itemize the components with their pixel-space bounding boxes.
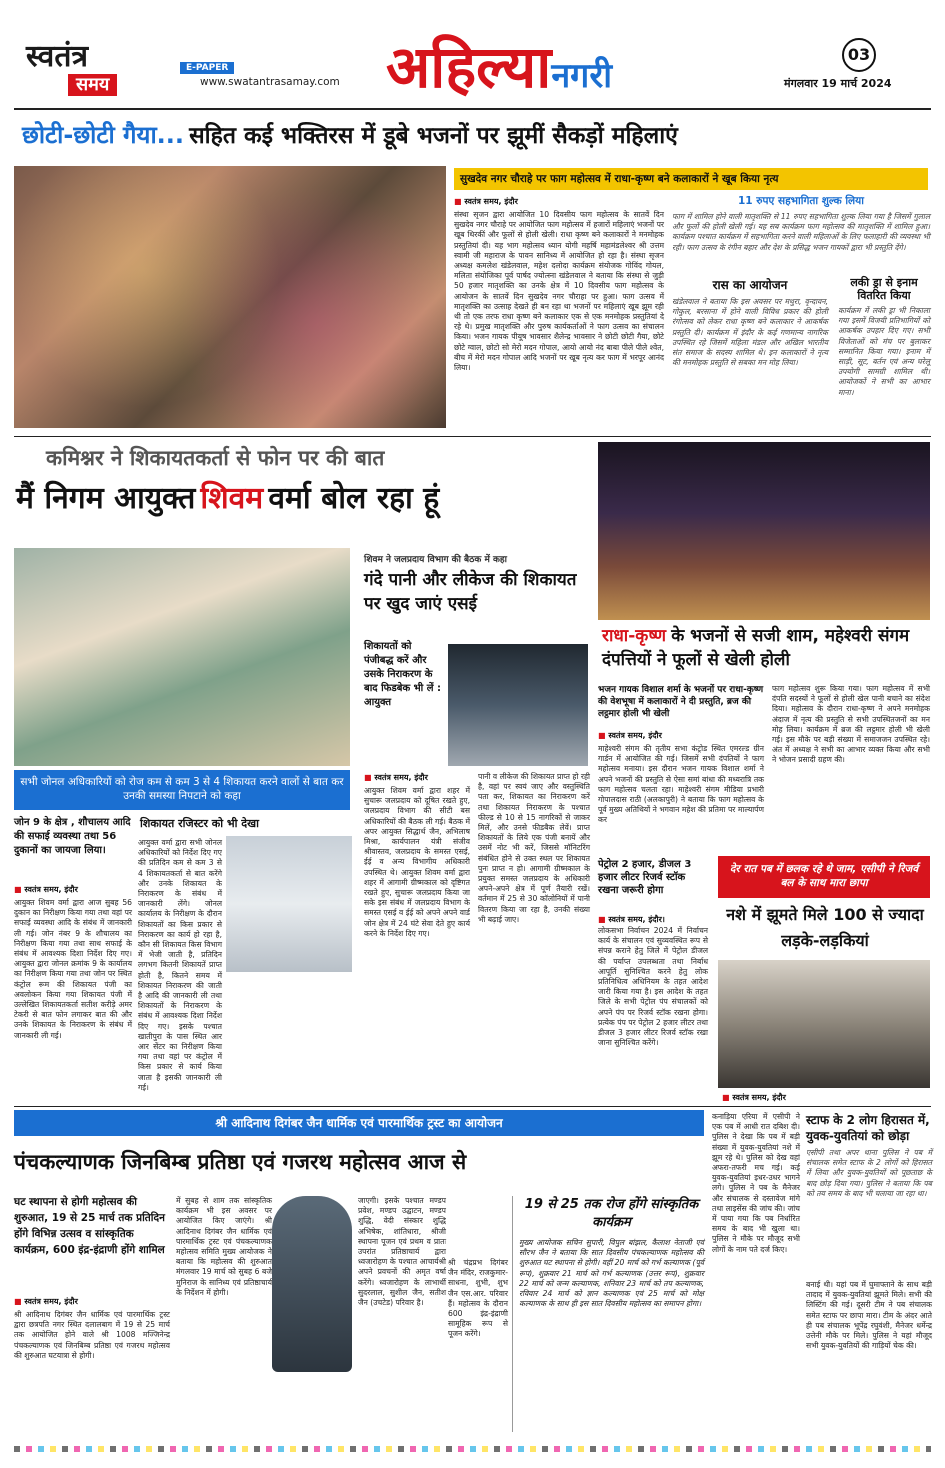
story1-photo <box>14 166 446 428</box>
story2-blue-caption: सभी जोनल अधिकारियों को रोज कम से कम 3 से 4 शिकायत करने वालों से बात कर उनकी समस्या निपटाने को कहा <box>14 770 350 810</box>
story5-kicker: देर रात पब में छलक रहे थे जाम, एसीपी ने रिजर्व बल के साथ मारा छापा <box>718 856 930 898</box>
story2-col3: आयुक्त शिवम वर्मा द्वारा शहर में सुचारू जलप्रदाय को दूषित रखते हुए, जलप्रदाय विभाग की सीटी बस अधिकारियों की बैठक ली गई। बैठक में अपर आयुक्त सिद्धार्थ जैन, अभिलाष मिश्रा, कार्यपालन यंत्री संजीव श्रीवास्तव, जलप्रदाय के समस्त एसई, ईई व अन्य विभागीय अधिकारी उपस्थित थे। आयुक्त शिवम वर्मा द्वारा शहर में आगामी ग्रीष्मकाल को दृष्टिगत रखते हुए, सुचारू जलप्रदाय किया जा सके इस संबंध में जलप्रदाय विभाग के समस्त एसई व ईई को अपने अपने वार्ड जोन क्षेत्र में 24 घंटे सेवा देते हुए कार्य करने के निर्देश दिए गए। <box>364 786 470 938</box>
story1-headline-left: छोटी-छोटी गैया... <box>22 121 185 149</box>
lucky-heading: लकी ड्रा से इनाम वितरित किया <box>850 276 918 302</box>
story2-photo-meeting <box>448 644 588 766</box>
story6-headline: पंचकल्याणक जिनबिम्ब प्रतिष्ठा एवं गजरथ महोत्सव आज से <box>14 1150 467 1174</box>
bullet-icon: ■ <box>14 1297 25 1306</box>
story2-headline <box>16 476 596 517</box>
story2-side-headline: गंदे पानी और लीकेज की शिकायत पर खुद जाएं एसई <box>364 570 577 614</box>
dateline-text: स्वतंत्र समय, इंदौर <box>464 197 518 206</box>
story6-band: श्री आदिनाथ दिगंबर जैन धार्मिक एवं पारमार्थिक ट्रस्ट का आयोजन <box>14 1110 704 1136</box>
box-heading: स्टाफ के 2 लोग हिरासत में, युवक-युवतियां को छोड़ा <box>806 1113 930 1143</box>
story2-side-kicker: शिवम ने जलप्रदाय विभाग की बैठक में कहा <box>364 555 507 565</box>
story3-lead: भजन गायक विशाल शर्मा के भजनों पर राधा-कृष्ण की वेशभूषा में कलाकारों ने दी प्रस्तुति, ब्रज की लट्ठमार होली भी खेली <box>598 685 764 719</box>
story6-col1: श्री आदिनाथ दिगंबर जैन धार्मिक एवं पारमार्थिक ट्रस्ट द्वारा छत्रपति नगर स्थित दलालबाग में 19 से 25 मार्च तक आयोजित होने वाले श्री 1008 मज्जिनेन्द्र पंचकल्याणक एवं जिनबिम्ब प्रतिष्ठा एवं गजरथ महोत्सव की शुरुआत घटयात्रा से होगी। <box>14 1310 170 1360</box>
section-title <box>386 32 612 104</box>
section-main: अहिल्या <box>386 33 552 101</box>
story7-col1: कनाड़िया एरिया में एसीपी ने एक पब में आधी रात दबिश दी। पुलिस ने देखा कि पब में बड़ी संख्या में युवक-युवतियां नशे में झूम रहे थे। पुलिस को देख वहां अफरा-तफरी मच गई। कई युवक-युवतियां इधर-उधर भागने लगे। पुलिस ने पब के मैनेजर और संचालक से दस्तावेज मांगे तथा लाइसेंस की जांच की। जांच में पाया गया कि पब निर्धारित समय के बाद भी खुला था। पुलिस ने मौके पर मौजूद सभी लोगों के नाम पते दर्ज किए। <box>712 1112 800 1254</box>
page-number: 03 <box>842 38 876 72</box>
headline-a: मैं निगम आयुक्त <box>16 481 196 516</box>
paper-logo <box>26 40 146 112</box>
bullet-icon: ■ <box>598 915 609 924</box>
logo-top: स्वतंत्र <box>26 39 89 74</box>
story2-col2: आयुक्त वर्मा द्वारा सभी जोनल अधिकारियों को निर्देश दिए गए की प्रतिदिन कम से कम 3 से 4 शिकायतकर्ता से बात करेंगे और उनके शिकायत के निराकरण के संबंध में जानकारी लेंगे। जोनल कार्यालय के निरीक्षण के दौरान शिकायतों का किस प्रकार से निराकरण का कार्य हो रहा है, कौन सी शिकायत किस विभाग में भेजी जाती है, प्रतिदिन लगभग कितनी शिकायतें प्राप्त होती है, कितने समय में शिकायत निराकरण की जाती है आदि की जानकारी ली तथा शिकायतों के निराकरण के संबंध में आवश्यक दिशा निर्देश दिए गए। इसके पश्चात खातीपुरा के पास स्थित आर आर सेंटर का निरीक्षण किया गया तथा वहां पर कंट्रोल में किस प्रकार से कार्य किया जाता है इसकी जानकारी ली गई। <box>138 838 222 1092</box>
bullet-icon: ■ <box>364 773 375 782</box>
story2-dateline <box>14 884 78 895</box>
section-divider <box>14 436 931 437</box>
dateline-text: स्वतंत्र समय, इंदौर <box>374 773 428 782</box>
story3-col2: फाग महोत्सव शुरू किया गया। फाग महोत्सव में सभी दंपति सदस्यों ने फूलों से होली खेल पानी बचाने का संदेश दिया। महोत्सव के दौरान राधा-कृष्ण ने अपने मनमोहक अंदाज में नृत्य की प्रस्तुति से सभी उपस्थितजनों का मन मोह लिया। कार्यक्रम में ब्रज की लट्ठमार होली भी खेली गई। इस मौके पर बड़ी संख्या में समाजजन उपस्थित रहे। अंत में अध्यक्ष ने सभी का आभार व्यक्त किया और सभी ने भोजन प्रसादी ग्रहण की। <box>772 684 930 765</box>
story2-dateline-2 <box>364 772 428 783</box>
headline-b: शिवम <box>200 481 264 516</box>
bullet-icon: ■ <box>14 885 25 894</box>
dateline-text: स्वतंत्र समय, इंदौर <box>24 885 78 894</box>
story1-box <box>672 194 930 428</box>
story4-body: लोकसभा निर्वाचन 2024 में निर्वाचन कार्य के संचालन एवं सुव्यवस्थित रूप से संपन्न कराने हेतु जिले में पेट्रोल डीजल की पर्याप्त उपलब्धता तथा निर्बाध आपूर्ति सुनिश्चित करने हेतु लोक प्रतिनिधित्व अधिनियम के तहत आदेश जारी किया गया है। इस आदेश के तहत जिले के सभी पेट्रोल पंप संचालकों को अपने पंप पर रिजर्व स्टॉक रखना होगा। प्रत्येक पंप पर पेट्रोल 2 हजार लीटर तथा डीजल 3 हजार लीटर रिजर्व स्टॉक रखा जाना सुनिश्चित करेंगे। <box>598 926 708 1048</box>
story2-zone-text: जोन 9 के क्षेत्र , शौचालय आदि की सफाई व्यवस्था तथा 56 दुकानों का जायजा लिया। <box>14 817 131 856</box>
story5-headline: नशे में झूमते मिले 100 से ज्यादा लड़के-लड़कियां <box>726 905 924 950</box>
story4-dateline <box>598 914 665 925</box>
logo-bottom: समय <box>68 74 117 96</box>
story3-headline <box>602 624 928 672</box>
story5-photo <box>718 960 930 1088</box>
story2-kicker: कमिश्नर ने शिकायतकर्ता से फोन पर की बात <box>46 446 385 470</box>
bullet-icon: ■ <box>454 197 465 206</box>
story6-lead: घट स्थापना से होगी महोत्सव की शुरुआत, 19 से 25 मार्च तक प्रतिदिन होंगे विभिन्न उत्सव व सांस्कृतिक कार्यक्रम, 600 इंद्र-इंद्राणी होंगे शामिल <box>14 1196 165 1256</box>
story3-dateline <box>598 730 662 741</box>
story6-col4: श्री चंद्रप्रभ दिगंबर जैन मंदिर, राजकुमार-साधना, शुभी, शुभ जैन एस.आर. परिवार हैं। महोत्सव के दौरान 600 इंद्र-इंद्राणी सामूहिक रूप से पूजन करेंगे। <box>448 1258 508 1339</box>
story3-col1: माहेश्वरी संगम की तृतीय सभा कंट्रोड स्थित एमरल्ड ग्रीन गार्डन में आयोजित की गई। जिसमें सभी दंपतियों ने फाग महोत्सव मनाया। इस दौरान भजन गायक विशाल शर्मा ने अपने भजनों की प्रस्तुति से ऐसा समां बांधा की मध्यरात्रि तक फाग महोत्सव चलता रहा। माहेश्वरी संगम मीडिया प्रभारी गोपालदास राठी (अलकापुरी) ने बताया कि फाग महोत्सव के पूर्व मुख्य अतिथियों ने भगवान महेश की प्रतिमा पर माल्यार्पण कर <box>598 744 764 825</box>
box-body: फाग में शामिल होने वाली मातृशक्ति से 11 रुपए सहभागिता शुल्क लिया गया है जिसमें गुलाल और फूलों की होली खेली गई। यह सब कार्यक्रम फाग महोत्सव की मातृशक्ति में शामिल हुआ। कार्यक्रम पश्चात कार्यक्रम में सहभागिता करने वाली महिलाओं के लिए फलाहारी की व्यवस्था भी रही। फाग उत्सव के रंगीन बहार और देश के प्रसिद्ध भजन गायकों द्वारा भी प्रस्तुति देंगे। <box>672 212 930 252</box>
story7-box <box>806 1112 932 1278</box>
story7-col2: बनाई थी। यहां पब में घुमाफ्ताने के साथ बड़ी तादाद में युवक-युवतियां झूमते मिले। सभी की लिस्टिंग की गई। दूसरी टीम ने पब संचालक समेत स्टाफ पर छापा मारा। टीम के अंदर आते ही पब संचालक भूपेंद्र रघुवंशी, मैनेजर धर्मेन्द्र उत्तेनी मौके पर मिले। पुलिस ने यहां मौजूद सभी युवक-युवतियों की गाड़ियों चेक की। <box>806 1280 932 1351</box>
story6-box <box>512 1196 704 1432</box>
story6-idol-photo <box>272 1196 352 1372</box>
masthead <box>0 0 945 108</box>
story1-dateline <box>454 196 518 207</box>
story2-col1: आयुक्त शिवम वर्मा द्वारा आज सुबह 56 दुकान का निरीक्षण किया गया तथा वहां पर सफाई व्यवस्था आदि के संबंध में जानकारी ली गई। जोन नंबर 9 के शौचालय का निरीक्षण किया गया तथा साथ सफाई के संबंध में आवश्यक दिशा निर्देश दिए गए। आयुक्त द्वारा जोनल क्रमांक 9 के कार्यालय का निरीक्षण किया गया तथा जोन पर स्थित कंट्रोल रूम की शिकायत पंजी का अवलोकन किया गया शिकायत पंजी में उल्लेखित शिकायतकर्ता सतीश करीड़े अमर टेकरी से बात फोन लगाकर बात की और उनके शिकायत के निराकरण के संबंध में जानकारी ली गई। <box>14 898 132 1040</box>
masthead-divider <box>14 108 931 110</box>
bullet-icon: ■ <box>598 731 609 740</box>
headline-a: राधा-कृष्ण <box>602 626 667 646</box>
story1-body: संस्था सृजन द्वारा आयोजित 10 दिवसीय फाग महोत्सव के सातवें दिन सुखदेव नगर चौराहे पर आयोजित फाग महोत्सव में हजारों महिलाएं भजनों पर खूब थिरकीं और फूलों से होली खेली। राधा कृष्ण बने कलाकारों ने मनमोहक प्रस्तुतियां दी। यह भाग महोत्सव ध्यान योगी महर्षि महामंडलेश्वर श्री उत्तम स्वामी जी महाराज के पावन सानिध्य में आयोजित हो रहा है। संस्था सृजन अध्यक्ष कमलेश खंडेलवाल, महेश दलोदा कार्यक्रम संयोजक गोविंद गोयल, मलिता संयोजिका पूर्व पार्षद ज्योत्स्ना खंडेलवाल ने बताया कि संस्था से जुड़ी 50 हजार मातृशक्ति का उनके क्षेत्र में 10 दिवसीय फाग महोत्सव के आयोजन के सातवें दिन सुखदेव नगर चौराहा पर हुआ। फाग उत्सव में मातृशक्ति का उत्साह देखते ही बन रहा था भजनों पर महिलाएं खूब झूम रही थी तो एक तरफ राधा कृष्ण बने कलाकार एक से एक मनमोहक प्रस्तुतियां दे रहे थे। प्रमुख मातृशक्ति और पुरुष कार्यकर्ताओं ने फाग उत्सव का संचालन किया। भजन गायक पीयूष भावसार शैलेन्द्र भावसार ने छोटी छोटी गैया, छोटे छोटे ग्वाल, छोटो सो मेरो मदन गोपाल, आयो आयो नंद बाबा पीले पीले श्वेत, बीच में मेरो मदन गोपाल आदि भजनों पर खूब नृत्य कर फाग में भरपूर आनंद लिया। <box>454 210 664 373</box>
story1-subhead: सुखदेव नगर चौराहे पर फाग महोत्सव में राधा-कृष्ण बने कलाकारों ने खूब किया नृत्य <box>454 168 928 190</box>
story6-col3: जाएगी। इसके पश्चात मण्डप प्रवेश, मण्डप उद्घाटन, मण्डप शुद्धि, वेदी संस्कार शुद्धि अभिषेक, शांतिधारा, श्रीजी स्थापना पूजन एवं प्रथम व प्रातः उपरांत प्रतिष्ठाचार्य द्वारा ध्वजारोहण के पश्चात आचार्यश्री अपने प्रवचनों की अमृत वर्षा करेंगे। ध्वजारोहण के लाभार्थी सुदरलाल, सुशील जैन, सतीश जैन (उचटेड) परिवार है। <box>358 1196 446 1308</box>
story2-photo-register <box>226 836 352 972</box>
story2-register-heading: शिकायत रजिस्टर को भी देखा <box>140 817 259 830</box>
story1-headline <box>22 118 927 151</box>
story1-headline-right: सहित कई भक्तिरस में डूबे भजनों पर झूमीं सैकड़ों महिलाएं <box>189 123 678 149</box>
dateline-text: स्वतंत्र समय, इंदौर <box>24 1297 78 1306</box>
story4-headline: पेट्रोल 2 हजार, डीजल 3 हजार लीटर रिजर्व स्टॉक रखना जरूरी होगा <box>598 859 692 896</box>
box-heading: 11 रुपए सहभागिता शुल्क लिया <box>738 195 864 207</box>
story6-col2: में सुबह से शाम तक सांस्कृतिक कार्यक्रम भी इस अवसर पर आयोजित किए जाएंगे। श्री आदिनाथ दिगंबर जैन धार्मिक एवं पारमार्थिक ट्रस्ट एवं पंचकल्याणक महोत्सव समिति मुख्य आयोजक ने बताया कि महोत्सव की शुरुआत मंगलवार 19 मार्च को सुबह 6 बजे मुनिराज के सानिध्य एवं प्रतिष्ठाचार्य के निर्देशन में होगी। <box>176 1196 272 1297</box>
registration-marks <box>14 1446 931 1452</box>
box-body: मुख्य आयोजक सचिन सुपारी, विपुल बांझल, कैलाश नेताजी एवं सौरभ जैन ने बताया कि सात दिवसीय पंचकल्याणक महोत्सव की शुरुआत घट स्थापना से होगी। वहीं 20 मार्च को गर्भ कल्याणक (पूर्व रूप), शुक्रवार 21 मार्च को गर्भ कल्याणक (उत्तर रूप), शुक्रवार 22 मार्च को जन्म कल्याणक, शनिवार 23 मार्च को तप कल्याणक, रविवार 24 मार्च को ज्ञान कल्याणक एवं 25 मार्च को मोक्ष कल्याणक के साथ ही इस सात दिवसीय महोत्सव का समापन होगा। <box>519 1238 704 1309</box>
story6-dateline <box>14 1296 78 1307</box>
epaper-badge: E-PAPER <box>180 62 234 74</box>
ras-body: खंडेलवाल ने बताया कि इस अवसर पर मथुरा, वृन्दावन, गोकुल, बरसाना में होने वाली विविध प्रकार की होली रंगोत्सव को लेकर राधा कृष्ण बने कलाकार ने आकर्षक प्रस्तुति दी। कार्यक्रम में इंदौर के कई गणमान्य नागरिक उपस्थित रहे जिसमें महिला मंडल और अखिल भारतीय संत समाज के सदस्य शामिल थे। इन कलाकारों ने नृत्य की मनमोहक प्रस्तुति से सबका मन मोह लिया। <box>672 297 828 368</box>
headline-c: वर्मा बोल रहा हूं <box>268 481 440 516</box>
bullet-icon: ■ <box>722 1093 733 1102</box>
box-heading: 19 से 25 तक रोज होंगे सांस्कृतिक कार्यक्रम <box>524 1197 699 1230</box>
story3-photo <box>598 442 930 620</box>
section-sub: नगरी <box>551 56 613 96</box>
dateline-text: स्वतंत्र समय, इंदौर <box>608 731 662 740</box>
dateline-text: स्वतंत्र समय, इंदौर <box>732 1093 786 1102</box>
issue-date: मंगलवार 19 मार्च 2024 <box>784 77 892 90</box>
story2-pullquote: शिकायतों को पंजीबद्ध करें और उसके निराकरण के बाद फिडबेक भी लें : आयुक्त <box>364 641 441 708</box>
story5-dateline <box>722 1092 786 1103</box>
headline-b: के भजनों से सजी शाम, महेश्वरी संगम दंपत्तियों ने फूलों से खेली होली <box>602 626 910 670</box>
section-divider <box>14 1106 931 1107</box>
story2-col2b <box>138 978 352 1102</box>
story2-photo-office <box>14 548 350 766</box>
website-link[interactable]: www.swatantrasamay.com <box>200 76 340 88</box>
story2-col4: पानी व लीकेज की शिकायत प्राप्त हो रही है, वहां पर स्वयं जाए और वस्तुस्थिति पता कर, शिकायत का निराकरण करें तथा शिकायत निराकरण के पश्चात फील्ड से 10 से 15 नागरिकों से जाकर मिलें, और उनसे फीडबैक लेवें। प्राप्त शिकायतों के लिये एक पंजी बनायें और उसमें नोट भी करें, जिससे मॉनिटरिंग संबंधित होने से उक्त स्थल पर शिकायत पुनः प्राप्त न हो। आगामी ग्रीष्मकाल के प्रयुक्त समस्त जलप्रदाय के अधिकारी अपने-अपने क्षेत्र में पूर्ण तैयारी रखें। वर्तमान में 25 से 30 कॉलोनियों में पानी वितरण किया जा रहा है, उनकी संख्या भी बढ़ाई जाए। <box>478 772 590 924</box>
dateline-text: स्वतंत्र समय, इंदौर। <box>608 915 665 924</box>
ras-heading: रास का आयोजन <box>712 278 788 292</box>
box-body: एसीपी तथा अपर थाना पुलिस ने पब में संचालक समेत स्टाफ के 2 लोगों को हिरासत में लिया और युवक-युवतियों को पूछताछ के बाद छोड़ दिया गया। पुलिस ने बताया कि पब को तय समय के बाद भी चलाया जा रहा था। <box>806 1148 932 1198</box>
lucky-body: कार्यक्रम में लकी ड्रा भी निकाला गया इसमें विजयी प्रतिभागियों को आकर्षक उपहार दिए गए। सभी विजेताओं को मंच पर बुलाकर सम्मानित किया गया। इनाम में साड़ी, सूट, बर्तन एवं अन्य घरेलू उपयोगी सामग्री शामिल थी। आयोजकों ने सभी का आभार माना। <box>838 306 930 397</box>
